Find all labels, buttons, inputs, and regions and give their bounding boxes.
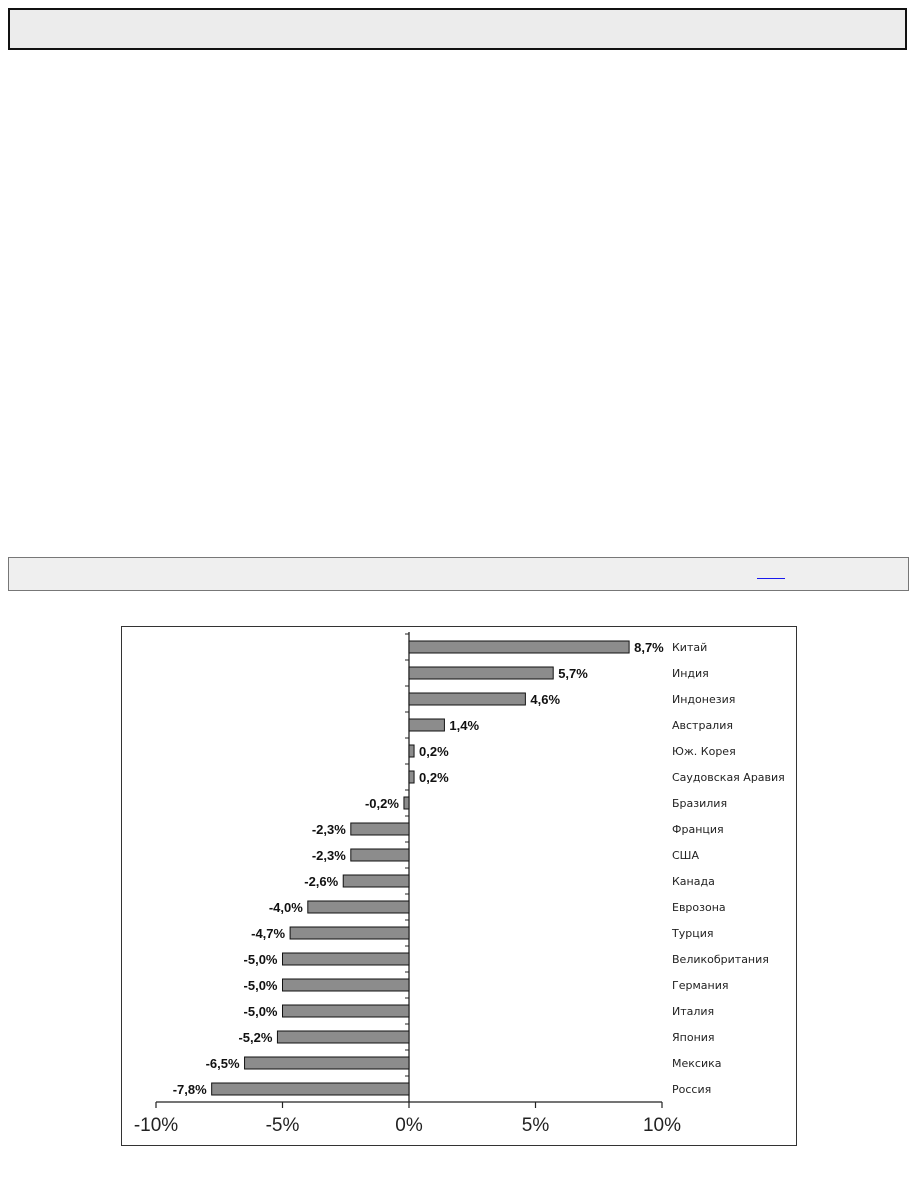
x-tick-label: -5% <box>265 1115 300 1136</box>
bar <box>409 667 553 679</box>
bar-value-label: -0,2% <box>364 796 399 811</box>
category-label: Россия <box>672 1083 712 1096</box>
bar-value-label: -5,0% <box>243 952 278 967</box>
bar-value-label: 8,7% <box>634 640 664 655</box>
bar-value-label: -2,6% <box>304 874 339 889</box>
category-label: США <box>672 849 699 862</box>
bar <box>351 823 409 835</box>
category-label: Саудовская Аравия <box>672 771 785 784</box>
bar-value-label: -5,0% <box>243 978 278 993</box>
bar <box>212 1083 409 1095</box>
bar-value-label: -4,0% <box>268 900 303 915</box>
bar-value-label: -5,2% <box>238 1030 273 1045</box>
category-label: Китай <box>672 641 708 654</box>
category-label: Индонезия <box>672 693 736 706</box>
x-tick-label: 5% <box>521 1115 550 1136</box>
chart-frame <box>121 626 797 1146</box>
bar-value-label: -6,5% <box>205 1056 240 1071</box>
category-label: Бразилия <box>672 797 728 810</box>
category-label: Германия <box>672 979 729 992</box>
bar <box>409 693 525 705</box>
bar-value-label: 5,7% <box>558 666 588 681</box>
category-label: Италия <box>672 1005 715 1018</box>
figure-caption-bar <box>8 557 909 591</box>
bar-value-label: 4,6% <box>530 692 561 707</box>
bar <box>409 745 414 757</box>
bar <box>283 953 410 965</box>
x-tick-label: -10% <box>133 1115 179 1136</box>
bar <box>409 771 414 783</box>
category-label: Австралия <box>672 719 733 732</box>
bar-value-label: 0,2% <box>419 770 449 785</box>
category-label: Франция <box>672 823 724 836</box>
bar-value-label: -2,3% <box>311 822 346 837</box>
bar <box>409 719 444 731</box>
bar-value-label: -2,3% <box>311 848 346 863</box>
category-label: Канада <box>672 875 715 888</box>
bar <box>351 849 409 861</box>
category-label: Еврозона <box>672 901 726 914</box>
bar <box>404 797 409 809</box>
category-label: Юж. Корея <box>672 745 736 758</box>
bar <box>308 901 409 913</box>
bar-value-label: 0,2% <box>419 744 449 759</box>
bar <box>283 1005 410 1017</box>
bar <box>343 875 409 887</box>
bar-value-label: -5,0% <box>243 1004 278 1019</box>
bar <box>283 979 410 991</box>
x-tick-label: 10% <box>642 1115 682 1136</box>
bar <box>277 1031 409 1043</box>
category-label: Великобритания <box>672 953 769 966</box>
x-tick-label: 0% <box>395 1115 423 1136</box>
category-label: Мексика <box>672 1057 722 1070</box>
bar-value-label: -7,8% <box>172 1082 207 1097</box>
top-header-bar <box>8 8 907 50</box>
bar <box>245 1057 409 1069</box>
bar <box>409 641 629 653</box>
bar-value-label: 1,4% <box>449 718 480 733</box>
bar <box>290 927 409 939</box>
gdp-change-bar-chart <box>122 627 798 1147</box>
bar-value-label: -4,7% <box>251 926 286 941</box>
category-label: Индия <box>672 667 709 680</box>
caption-link[interactable] <box>757 564 785 579</box>
category-label: Турция <box>672 927 714 940</box>
category-label: Япония <box>672 1031 715 1044</box>
